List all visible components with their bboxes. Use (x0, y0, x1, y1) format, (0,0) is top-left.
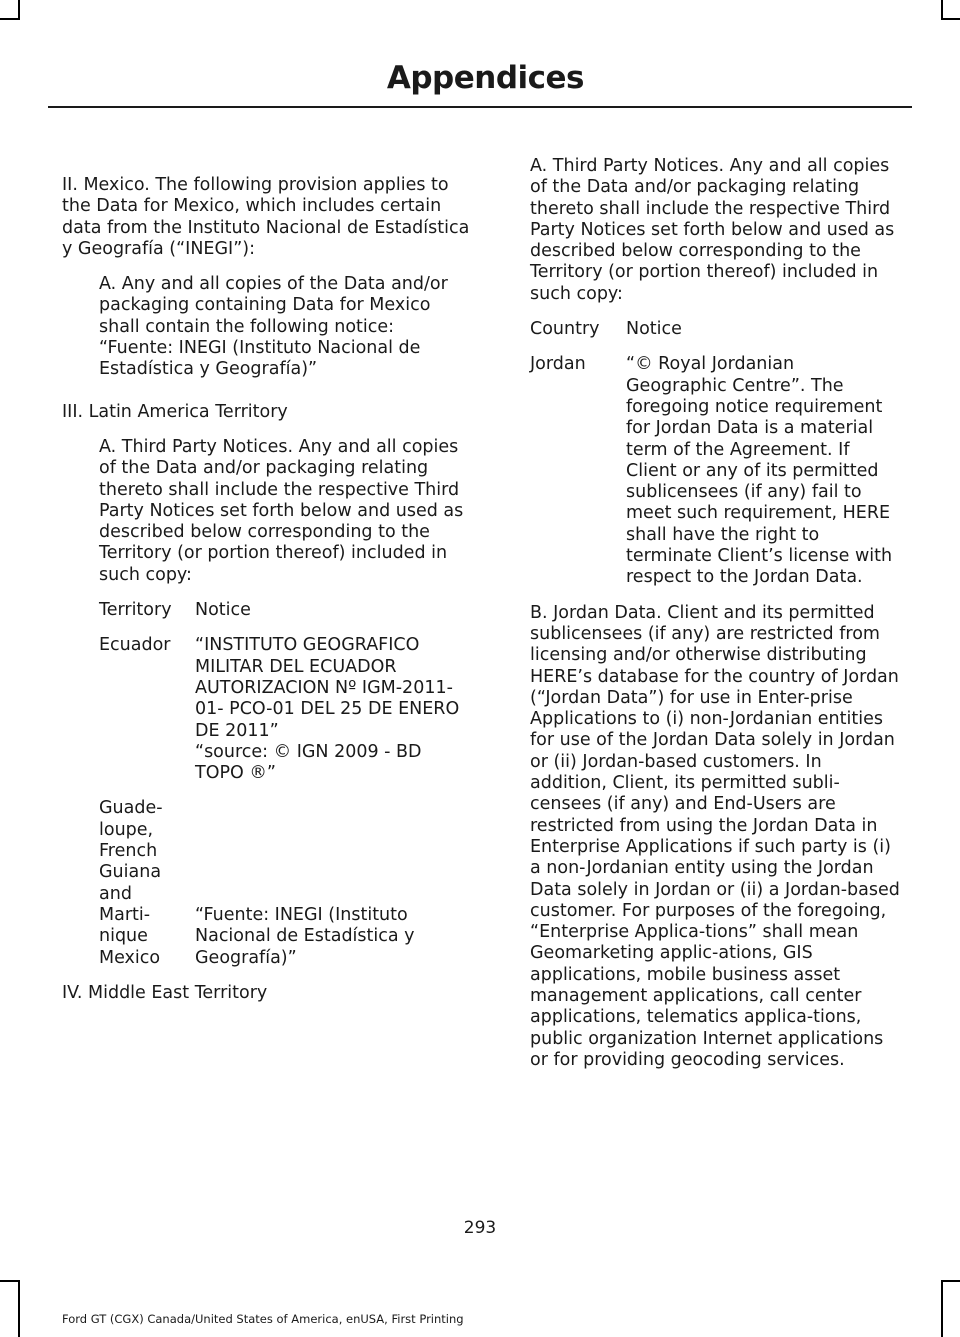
territory-cell: Ecuador (99, 635, 171, 656)
table-header (99, 600, 470, 635)
mexico-provision: II. Mexico. The following provision applies to the Data for Mexico, which includes certain data from the Instituto Nacional de Estadística y Geografía (“INEGI”): (62, 175, 470, 259)
crop-mark (0, 18, 18, 20)
table-header-notice: Notice (626, 319, 682, 340)
territory-cell: Mexico (99, 947, 161, 968)
notice-text: “source: © IGN 2009 - BD TOPO ®” (195, 741, 422, 784)
latam-heading: III. Latin America Territory (62, 401, 288, 422)
crop-mark (941, 1280, 943, 1337)
crop-mark (0, 1280, 18, 1282)
latam-notice-table (99, 600, 470, 969)
table-header-territory: Territory (99, 600, 172, 621)
latam-table-wrap (62, 600, 470, 969)
table-row (99, 635, 470, 798)
table-header-notice: Notice (195, 600, 251, 621)
table-header-country: Country (530, 319, 600, 340)
crop-mark (941, 18, 960, 20)
page-number: 293 (463, 1218, 497, 1238)
table-row (99, 905, 470, 948)
mideast-heading: IV. Middle East Territory (62, 982, 268, 1003)
notice-cell: “© Royal Jordanian Geographic Centre”. The foregoing notice requirement for Jordan Data is a material term of the Agreement. If Client or any of its permitted sublicensees (if any) fail to meet such requirement, HERE shall have the right to terminate Client’s license with respect to the Jordan Data. (626, 354, 893, 588)
crop-mark (18, 0, 20, 20)
jordan-data-restriction: B. Jordan Data. Client and its permitted sublicensees (if any) are restricted from licensing and/or otherwise distributing HERE’s database for the country of Jordan (“Jordan Data”) for use in Enter-prise Applications to (i) non-Jordanian entities for use of the Jordan Data solely in Jordan or (ii) Jordan-based customers. In addition, Client, its permitted subli-censees (if any) and End-Users are restricted from using the Jordan Data in Enterprise Applications if such party is (i) a non-Jordanian entity using the Jordan Data solely in Jordan or (ii) a Jordan-based customer. For purposes of the foregoing, “Enterprise Applica-tions” shall mean Geomarketing applic-ations, GIS applications, mobile business asset management applications, call center applications, telematics applica-tions, public organization Internet applications or for providing geocoding services. (530, 602, 900, 1070)
latam-third-party: A. Third Party Notices. Any and all copies of the Data and/or packaging relating thereto shall include the respective Third Party Notices set forth below and used as described below corresponding to the Territory (or portion thereof) included in such copy: (99, 436, 464, 585)
mexico-notice: A. Any and all copies of the Data and/or packaging containing Data for Mexico shall contain the following notice: “Fuente: INEGI (Instituto Nacional de Estadística y Geografía)” (99, 274, 448, 380)
table-row (530, 354, 900, 588)
table-row (99, 798, 470, 904)
notice-text: “INSTITUTO GEOGRAFICO MILITAR DEL ECUADOR AUTORIZACION Nº IGM-2011-01- PCO-01 DEL 25 DE ENERO DE 2011” (195, 635, 460, 741)
territory-cell: Marti-nique (99, 904, 151, 947)
crop-mark (18, 1280, 20, 1337)
table-header (530, 319, 900, 354)
jordan-notice-table (530, 319, 900, 589)
left-column (62, 175, 470, 1004)
territory-cell: Guade-loupe, French Guiana and (99, 798, 163, 904)
page-title: Appendices (386, 60, 584, 96)
right-column (530, 156, 900, 1071)
crop-mark (941, 0, 943, 20)
header-rule (48, 106, 912, 108)
edition-line: Ford GT (CGX) Canada/United States of America, enUSA, First Printing (62, 1312, 464, 1326)
notice-cell (195, 635, 470, 798)
notice-cell (195, 798, 470, 904)
mideast-third-party: A. Third Party Notices. Any and all copies of the Data and/or packaging relating thereto shall include the respective Third Party Notices set forth below and used as described below corresponding to the Territory (or portion thereof) included in such copy: (530, 156, 895, 304)
notice-cell: “Fuente: INEGI (Instituto Nacional de Estadística y Geografía)” (195, 904, 415, 968)
country-cell: Jordan (530, 354, 586, 375)
crop-mark (941, 1280, 960, 1282)
